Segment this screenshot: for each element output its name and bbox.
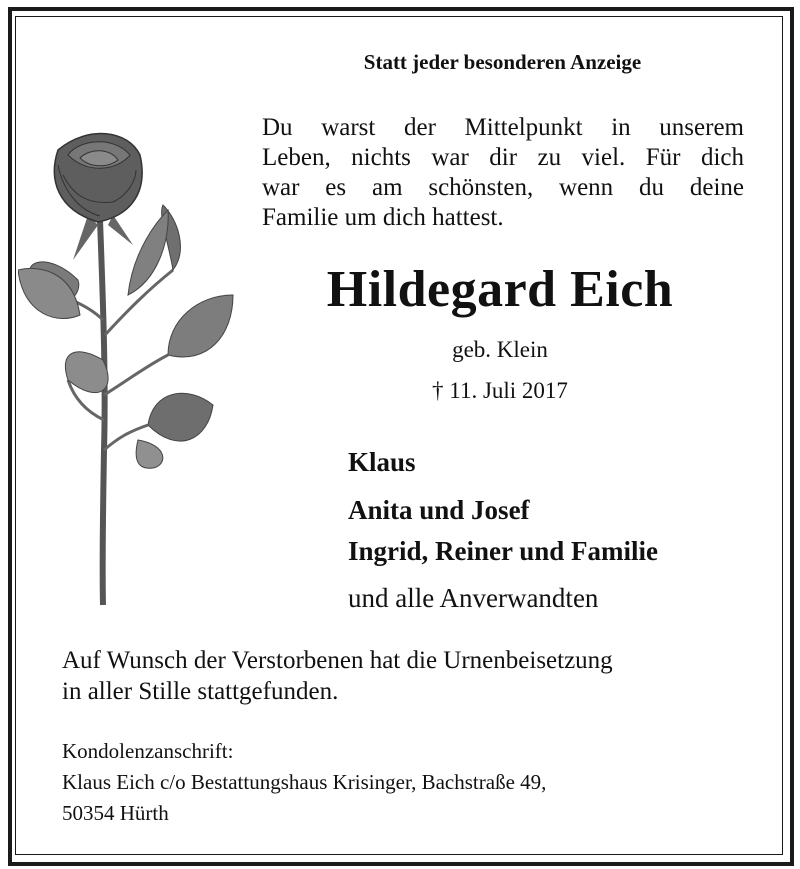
death-date: † 11. Juli 2017: [432, 378, 568, 403]
contact-label: Kondolenzanschrift:: [62, 739, 234, 763]
deceased-name: Hildegard Eich: [326, 261, 674, 318]
contact-address-line: 50354 Hürth: [62, 801, 169, 825]
birth-name: geb. Klein: [452, 337, 548, 362]
relatives-line: und alle Anverwandten: [348, 583, 599, 613]
burial-notice: [62, 645, 752, 707]
contact-address-line: Klaus Eich c/o Bestattungshaus Krisinger, Bachstraße 49,: [62, 770, 547, 794]
quote-line: war es am schönsten, wenn du deine: [262, 174, 744, 201]
mourner-name: Anita und Josef: [348, 495, 530, 525]
quote-line: Familie um dich hattest.: [262, 204, 504, 231]
rose-icon: [18, 120, 238, 610]
memorial-quote: [262, 113, 744, 233]
quote-line: Du warst der Mittelpunkt in unserem: [262, 114, 744, 141]
quote-line: Leben, nichts war dir zu viel. Für dich: [262, 144, 744, 171]
mourner-name: Ingrid, Reiner und Familie: [348, 536, 659, 566]
condolence-address: [62, 736, 752, 829]
burial-notice-line: Auf Wunsch der Verstorbenen hat die Urnenbeisetzung: [62, 647, 613, 674]
mourner-name: Klaus: [348, 447, 416, 477]
burial-notice-line: in aller Stille stattgefunden.: [62, 678, 339, 705]
notice-heading: Statt jeder besonderen Anzeige: [363, 50, 642, 74]
